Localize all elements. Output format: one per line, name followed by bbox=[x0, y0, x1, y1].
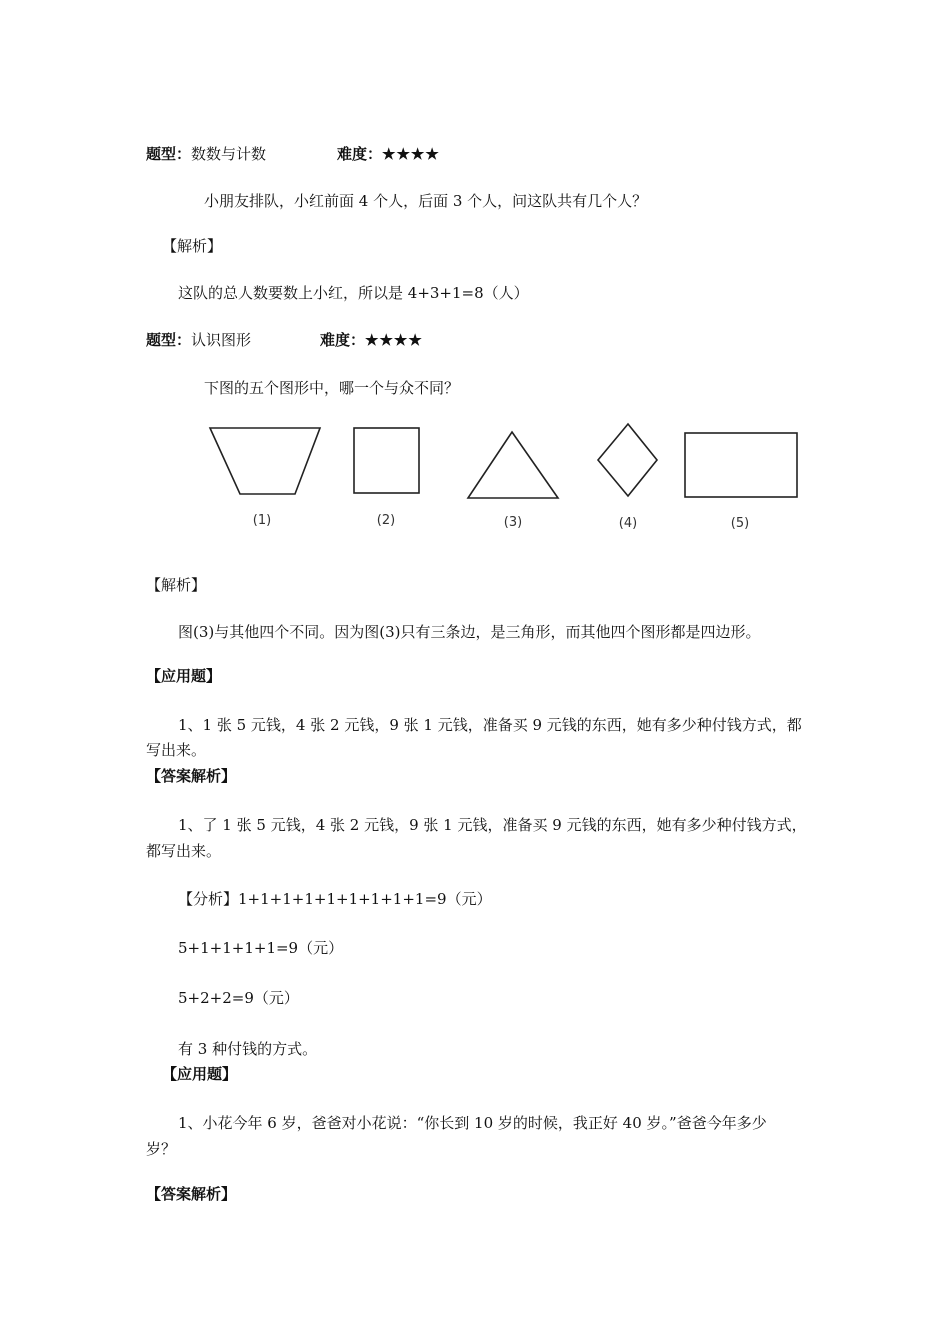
q3-answer-heading: 【答案解析】 bbox=[146, 767, 237, 785]
q2-difficulty-label: 难度： bbox=[320, 331, 366, 349]
q1-type-value: 数数与计数 bbox=[191, 145, 267, 163]
caption-2: (2) bbox=[376, 513, 396, 528]
q3-analysis-line1 bbox=[178, 888, 492, 910]
q3-question-line1: 1、1 张 5 元钱，4 张 2 元钱，9 张 1 元钱，准备买 9 元钱的东西，她有多少种付钱方式，都 bbox=[178, 716, 802, 734]
q3-heading: 【应用题】 bbox=[146, 667, 222, 685]
q4-heading: 【应用题】 bbox=[162, 1065, 238, 1083]
q3-conclusion: 有 3 种付钱的方式。 bbox=[178, 1040, 318, 1058]
q1-difficulty-label: 难度： bbox=[337, 145, 383, 163]
q2-difficulty bbox=[320, 329, 423, 351]
q4-question-line2: 岁？ bbox=[146, 1140, 177, 1158]
q1-difficulty bbox=[337, 143, 440, 165]
q2-meta bbox=[146, 329, 251, 351]
rhombus-shape bbox=[598, 424, 657, 496]
caption-1: (1) bbox=[252, 513, 272, 528]
q1-analysis: 这队的总人数要数上小红，所以是 4+3+1=8（人） bbox=[178, 284, 529, 302]
caption-3: (3) bbox=[503, 515, 523, 530]
q4-question-line1: 1、小花今年 6 岁，爸爸对小花说：“你长到 10 岁的时候，我正好 40 岁。”爸爸今年多少 bbox=[178, 1114, 767, 1132]
trapezoid-shape bbox=[210, 428, 320, 494]
q3-answer-line1: 1、了 1 张 5 元钱，4 张 2 元钱，9 张 1 元钱，准备买 9 元钱的东西，她有多少种付钱方式， bbox=[178, 816, 807, 834]
rectangle-shape bbox=[685, 433, 797, 497]
q1-analysis-heading: 【解析】 bbox=[162, 237, 223, 255]
q3-analysis-formula-1: 1+1+1+1+1+1+1+1+1=9（元） bbox=[238, 890, 492, 908]
q3-analysis-label: 【分析】 bbox=[178, 890, 239, 908]
q3-answer-line2: 都写出来。 bbox=[146, 842, 222, 860]
q1-meta bbox=[146, 143, 266, 165]
triangle-shape bbox=[468, 432, 558, 498]
q2-analysis: 图(3)与其他四个不同。因为图(3)只有三条边，是三角形，而其他四个图形都是四边形。 bbox=[178, 623, 761, 641]
q3-question-line2: 写出来。 bbox=[146, 741, 207, 759]
shapes-figure bbox=[200, 418, 820, 538]
q1-type-label: 题型： bbox=[146, 145, 192, 163]
q2-analysis-heading: 【解析】 bbox=[146, 576, 207, 594]
q4-answer-heading: 【答案解析】 bbox=[146, 1185, 237, 1203]
caption-5: (5) bbox=[730, 516, 750, 531]
q2-difficulty-stars: ★★★★ bbox=[365, 331, 423, 349]
square-shape bbox=[354, 428, 419, 493]
q2-question: 下图的五个图形中，哪一个与众不同？ bbox=[204, 379, 460, 397]
q3-analysis-formula-3: 5+2+2=9（元） bbox=[178, 989, 299, 1007]
caption-4: (4) bbox=[618, 516, 638, 531]
q2-type-label: 题型： bbox=[146, 331, 192, 349]
q2-type-value: 认识图形 bbox=[191, 331, 252, 349]
q3-analysis-formula-2: 5+1+1+1+1=9（元） bbox=[178, 939, 344, 957]
q1-difficulty-stars: ★★★★ bbox=[382, 145, 440, 163]
q1-question: 小朋友排队，小红前面 4 个人，后面 3 个人，问这队共有几个人？ bbox=[204, 192, 648, 210]
